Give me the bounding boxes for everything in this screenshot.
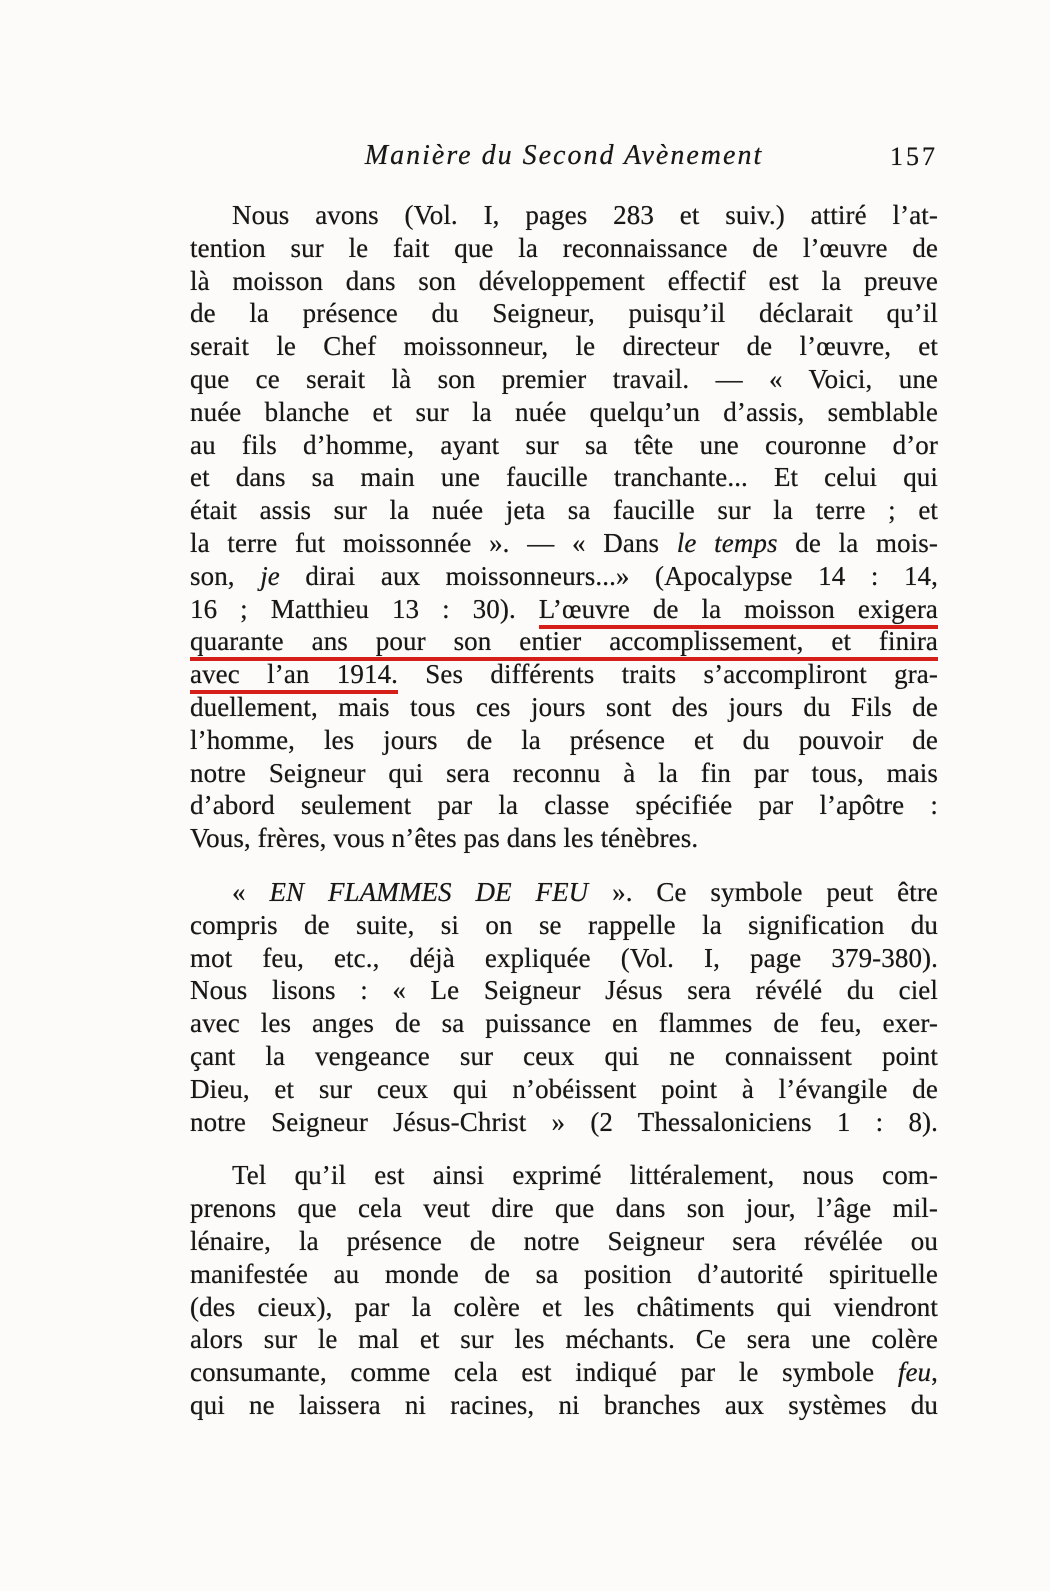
text-line [190,909,938,942]
text-segment: là moisson dans son développement effectif est la preuve [190,265,938,296]
text-line [190,1192,938,1225]
text-line [190,724,938,757]
text-line [190,789,938,822]
text-segment: prenons que cela veut dire que dans son jour, l’âge mil- [190,1193,938,1224]
text-line [190,330,938,363]
text-line [190,1073,938,1106]
running-header [190,140,938,176]
text-line [190,396,938,429]
text-line [190,757,938,790]
text-segment: de la mois- [777,527,938,558]
text-line [190,560,938,593]
text-segment: notre Seigneur Jésus-Christ » (2 Thessaloniciens 1 : 8). [190,1106,938,1137]
text-line [190,461,938,494]
text-line [190,691,938,724]
text-line [190,593,938,626]
italic-text: le temps [676,527,778,558]
italic-text: EN FLAMMES DE FEU [269,876,589,907]
text-segment: son, [190,560,261,591]
text-line [190,1323,938,1356]
text-line [190,1356,938,1389]
red-underlined-text: L’œuvre de la moisson exigera [539,594,938,629]
text-segment: l’homme, les jours de la présence et du pouvoir de [190,724,938,755]
text-line [190,658,938,691]
text-segment: dirai aux moissonneurs...» (Apocalypse 14 : 14, [279,560,939,591]
text-line [190,199,938,232]
text-segment: notre Seigneur qui sera reconnu à la fin par tous, mais [190,757,938,788]
header-title: Manière du Second Avènement [364,140,764,171]
red-underlined-text: avec l’an 1914. [190,659,398,694]
text-line [190,1258,938,1291]
text-line [190,429,938,462]
text-segment: mot feu, etc., déjà expliquée (Vol. I, page 379-380). [190,942,938,973]
text-segment: la terre fut moissonnée ». — « Dans [190,527,677,558]
text-line [190,1225,938,1258]
text-segment: de la présence du Seigneur, puisqu’il déclarait qu’il [190,298,938,329]
text-segment: compris de suite, si on se rappelle la signification du [190,909,938,940]
text-segment: Vous, frères, vous n’êtes pas dans les ténèbres. [190,823,699,854]
text-segment: tention sur le fait que la reconnaissance de l’œuvre de [190,232,938,263]
text-line [190,1106,938,1139]
text-segment: Dieu, et sur ceux qui n’obéissent point à l’évangile de [190,1073,938,1104]
text-segment: Nous lisons : « Le Seigneur Jésus sera révélé du ciel [190,975,938,1006]
text-segment: 16 ; Matthieu 13 : 30). [190,593,539,624]
text-line [190,232,938,265]
text-line [190,297,938,330]
paragraph [190,876,938,1138]
text-segment: consumante, comme cela est indiqué par le symbole [190,1357,898,1388]
text-segment: Tel qu’il est ainsi exprimé littéralement, nous com- [232,1160,938,1191]
text-line [190,1159,938,1192]
text-segment: serait le Chef moissonneur, le directeur de l’œuvre, et [190,331,938,362]
text-line [190,494,938,527]
text-segment: « [232,876,270,907]
page-number: 157 [890,142,938,171]
text-line [190,876,938,909]
text-line [190,942,938,975]
text-segment: ». Ce symbole peut être [588,876,939,907]
text-segment: avec les anges de sa puissance en flammes de feu, exer- [190,1008,938,1039]
italic-text: je [260,560,280,591]
text-line [190,974,938,1007]
text-segment: lénaire, la présence de notre Seigneur sera révélée ou [190,1225,938,1256]
text-segment: çant la vengeance sur ceux qui ne connaissent point [190,1040,938,1071]
text-line [190,363,938,396]
text-segment: Nous avons (Vol. I, pages 283 et suiv.) attiré l’at- [232,200,938,230]
text-line [190,527,938,560]
paragraph [190,199,938,855]
text-segment: alors sur le mal et sur les méchants. Ce sera une colère [190,1324,938,1355]
paragraph [190,1159,938,1421]
italic-text: feu [897,1357,932,1388]
text-line [190,1040,938,1073]
text-segment: nuée blanche et sur la nuée quelqu’un d’assis, semblable [190,396,938,427]
text-segment: était assis sur la nuée jeta sa faucille sur la terre ; et [190,495,938,526]
text-segment: Ses différents traits s’accompliront gra- [398,659,938,690]
text-line [190,1007,938,1040]
text-line [190,625,938,658]
text-line [190,1389,938,1422]
text-segment: au fils d’homme, ayant sur sa tête une couronne d’or [190,429,938,460]
text-line [190,1291,938,1324]
text-line [190,822,938,855]
text-segment: manifestée au monde de sa position d’autorité spirituelle [190,1258,938,1289]
text-segment: duellement, mais tous ces jours sont des jours du Fils de [190,691,938,722]
text-segment: et dans sa main une faucille tranchante... Et celui qui [190,462,938,493]
page-body [190,199,938,1422]
red-underlined-text: quarante ans pour son entier accomplissement, et finira [190,626,938,661]
text-segment: qui ne laissera ni racines, ni branches aux systèmes du [190,1389,938,1420]
text-segment: (des cieux), par la colère et les châtiments qui viendront [190,1291,938,1322]
text-line [190,265,938,298]
text-segment: que ce serait là son premier travail. — « Voici, une [190,363,938,394]
text-segment: d’abord seulement par la classe spécifiée par l’apôtre : [190,790,938,821]
text-segment: , [931,1357,938,1388]
